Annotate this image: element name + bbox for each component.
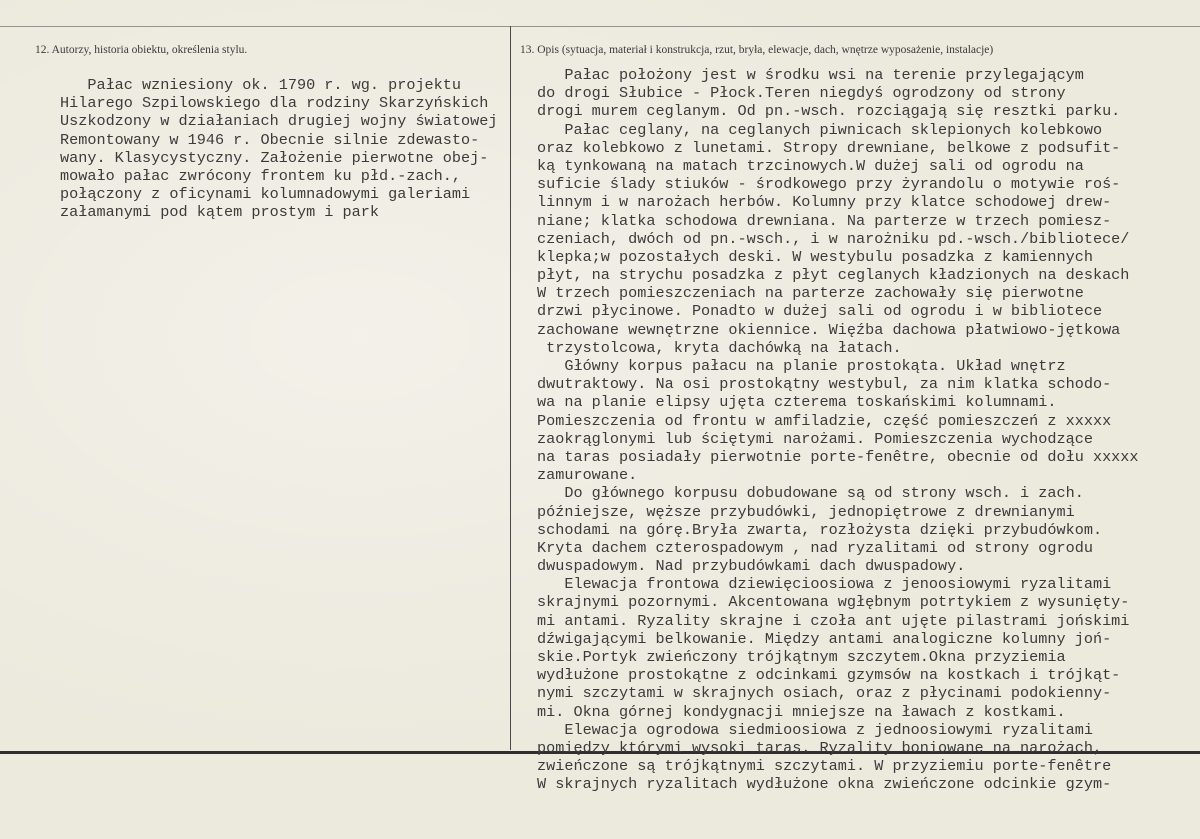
typed-line: zachowane wewnętrzne okiennice. Więźba dachowa płatwiowo-jętkowa	[537, 320, 1121, 339]
typed-line: wydłużone prostokątne z odcinkami gzymsów na kostkach i trójkąt-	[537, 666, 1121, 685]
description-typed-text	[537, 66, 1139, 794]
typed-line: dwuspadowym. Nad przybudówkami dach dwuspadowy.	[537, 557, 966, 576]
typed-line: schodami na górę.Bryła zwarta, rozłożysta dzięki przybudówkom.	[537, 520, 1103, 539]
typed-line: ką tynkowaną na matach trzcinowych.W dużej sali od ogrodu na	[537, 156, 1084, 175]
typed-line: linnym i w narożach herbów. Kolumny przy klatce schodowej drew-	[537, 193, 1112, 212]
typed-line: mowało pałac zwrócony frontem ku płd.-zach.,	[60, 166, 462, 185]
typed-line: na taras posiadały pierwotnie porte-fenêtre, obecnie od dołu xxxxx	[537, 447, 1139, 466]
section-13-header: 13. Opis (sytuacja, materiał i konstrukcja, rzut, bryła, elewacje, dach, wnętrze wyposażenie, instalacje)	[520, 44, 994, 56]
typed-line: Remontowany w 1946 r. Obecnie silnie zdewasto-	[60, 130, 480, 149]
typed-line: Hilarego Szpilowskiego dla rodziny Skarzyńskich	[60, 94, 489, 113]
typed-line: załamanymi pod kątem prostym i park	[60, 203, 379, 222]
typed-line: skie.Portyk zwieńczony trójkątnym szczytem.Okna przyziemia	[537, 648, 1066, 666]
typed-line: Elewacja frontowa dziewięcioosiowa z jenoosiowymi ryzalitami	[537, 575, 1112, 594]
typed-line: wa na planie elipsy ujęta czterema toskańskimi kolumnami.	[537, 393, 1057, 412]
typed-line: niane; klatka schodowa drewniana. Na parterze w trzech pomiesz-	[537, 211, 1112, 230]
typed-line: Pałac wzniesiony ok. 1790 r. wg. projektu	[60, 76, 462, 94]
typed-line: dźwigającymi belkowanie. Między antami analogiczne kolumny joń-	[537, 629, 1112, 648]
history-typed-text	[60, 76, 497, 222]
typed-line: pomiędzy którymi wysoki taras. Ryzality boniowane na narożach,	[537, 738, 1103, 757]
typed-line: trzystolcowa, kryta dachówką na łatach.	[537, 338, 902, 357]
typed-line: Pałac położony jest w środku wsi na terenie przylegającym	[537, 66, 1084, 84]
typed-line: dwutraktowy. Na osi prostokątny westybul, za nim klatka schodo-	[537, 375, 1112, 394]
typed-line: nymi szczytami w skrajnych osiach, oraz z płycinami podokienny-	[537, 684, 1112, 703]
typed-line: Pomieszczenia od frontu w amfiladzie, część pomieszczeń z xxxxx	[537, 411, 1112, 430]
typed-line: Elewacja ogrodowa siedmioosiowa z jednoosiowymi ryzalitami	[537, 720, 1093, 739]
typed-line: skrajnymi pozornymi. Akcentowana wgłębnym potrtykiem z wysunięty-	[537, 593, 1130, 612]
typed-line: Pałac ceglany, na ceglanych piwnicach sklepionych kolebkowo	[537, 120, 1103, 139]
typed-line: oraz kolebkowo z lunetami. Stropy drewniane, belkowe z podsufit-	[537, 138, 1121, 157]
section-12-header: 12. Autorzy, historia obiektu, określenia stylu.	[35, 44, 248, 56]
typed-line: zamurowane.	[537, 466, 638, 485]
typed-line: połączony z oficynami kolumnadowymi galeriami	[60, 185, 471, 204]
typed-line: zaokrąglonymi lub ściętymi narożami. Pomieszczenia wychodzące	[537, 429, 1093, 448]
typed-line: do drogi Słubice - Płock.Teren niegdyś ogrodzony od strony	[537, 84, 1066, 103]
typed-line: drzwi płycinowe. Ponadto w dużej sali od ogrodu i w bibliotece	[537, 302, 1103, 321]
column-divider	[510, 26, 511, 750]
typed-line: drogi murem ceglanym. Od pn.-wsch. rozciągają się resztki parku.	[537, 102, 1121, 121]
typed-line: czeniach, dwóch od pn.-wsch., i w narożniku pd.-wsch./bibliotece/	[537, 229, 1130, 248]
typed-line: suficie ślady stiuków - środkowego przy żyrandolu o motywie roś-	[537, 175, 1121, 194]
typed-line: Uszkodzony w działaniach drugiej wojny światowej	[60, 112, 498, 131]
typed-line: wany. Klasycystyczny. Założenie pierwotne obej-	[60, 148, 489, 167]
typed-line: klepka;w pozostałych deski. W westybulu posadzka z kamiennych	[537, 247, 1093, 266]
typed-line: W skrajnych ryzalitach wydłużone okna zwieńczone odcinkie gzym-	[537, 775, 1112, 794]
typed-line: mi antami. Ryzality skrajne i czoła ant ujęte pilastrami jońskimi	[537, 611, 1130, 630]
typed-line: Kryta dachem czterospadowym , nad ryzalitami od strony ogrodu	[537, 538, 1093, 557]
typed-line: zwieńczone są trójkątnymi szczytami. W przyziemiu porte-fenêtre	[537, 757, 1112, 776]
typed-line: późniejsze, węższe przybudówki, jednopiętrowe z drewnianymi	[537, 502, 1075, 521]
typed-line: W trzech pomieszczeniach na parterze zachowały się pierwotne	[537, 284, 1084, 303]
top-rule	[0, 26, 1200, 27]
typed-line: płyt, na strychu posadzka z płyt ceglanych kładzionych na deskach	[537, 266, 1130, 285]
typed-line: mi. Okna górnej kondygnacji mniejsze na ławach z kostkami.	[537, 702, 1066, 721]
typed-line: Do głównego korpusu dobudowane są od strony wsch. i zach.	[537, 484, 1084, 503]
typed-line: Główny korpus pałacu na planie prostokąta. Układ wnętrz	[537, 357, 1066, 375]
